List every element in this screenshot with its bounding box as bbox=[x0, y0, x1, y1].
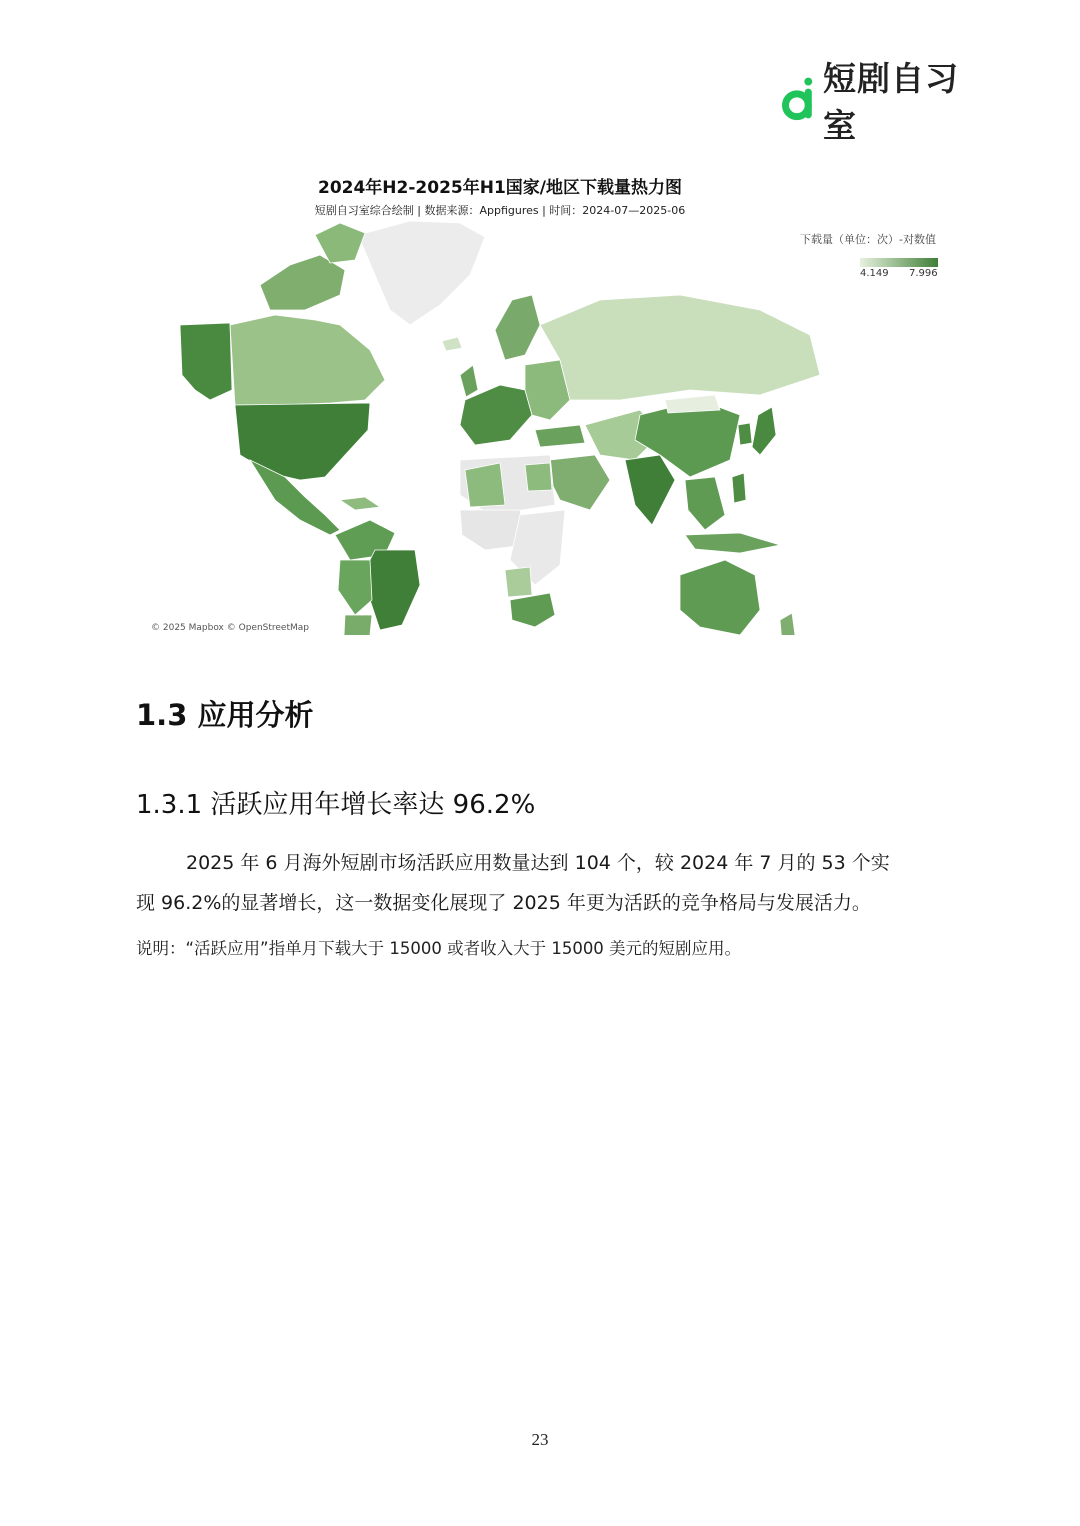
region-japan bbox=[752, 407, 776, 455]
region-new-zealand bbox=[780, 613, 795, 635]
region-scandinavia bbox=[495, 295, 540, 360]
region-mongolia bbox=[665, 395, 720, 413]
download-heatmap-figure bbox=[140, 165, 950, 645]
paragraph-line: 2025 年 6 月海外短剧市场活跃应用数量达到 104 个，较 2024 年 7 月的 53 个实 bbox=[186, 852, 890, 874]
region-alaska bbox=[180, 323, 232, 400]
body-paragraph bbox=[136, 843, 948, 923]
region-peru-bolivia bbox=[338, 560, 372, 615]
region-algeria bbox=[465, 463, 505, 507]
figure-subtitle: 短剧自习室综合绘制 | 数据来源：Appfigures | 时间：2024-07—2025-06 bbox=[314, 204, 686, 217]
definition-note: 说明：“活跃应用”指单月下载大于 15000 或者收入大于 15000 美元的短剧应用。 bbox=[136, 939, 742, 958]
region-uk bbox=[460, 365, 478, 397]
brand-header bbox=[782, 59, 972, 145]
region-saudi-arabia bbox=[550, 455, 610, 510]
subsection-heading: 1.3.1 活跃应用年增长率达 96.2% bbox=[136, 790, 536, 820]
legend-min-label: 4.149 bbox=[860, 268, 889, 279]
region-turkey bbox=[535, 425, 585, 447]
figure-title: 2024年H2-2025年H1国家/地区下载量热力图 bbox=[317, 178, 682, 198]
region-brazil bbox=[365, 550, 420, 630]
region-canada bbox=[230, 315, 385, 405]
region-philippines bbox=[732, 473, 746, 503]
region-caribbean bbox=[340, 497, 380, 510]
legend-title: 下载量（单位：次）-对数值 bbox=[800, 233, 936, 246]
region-canada-arctic bbox=[260, 255, 345, 310]
region-southern-africa bbox=[510, 593, 555, 627]
region-iceland bbox=[442, 337, 462, 351]
region-australia bbox=[680, 560, 760, 635]
legend-max-label: 7.996 bbox=[909, 268, 938, 279]
region-angola bbox=[505, 567, 532, 597]
paragraph-line: 现 96.2%的显著增长，这一数据变化展现了 2025 年更为活跃的竞争格局与发展活力。 bbox=[136, 892, 871, 914]
region-greenland bbox=[358, 221, 485, 325]
section-heading: 1.3 应用分析 bbox=[136, 698, 314, 732]
world-heatmap bbox=[140, 215, 950, 635]
region-southeast-asia bbox=[685, 477, 725, 530]
region-korea bbox=[738, 423, 752, 445]
region-egypt bbox=[525, 463, 552, 491]
page-number: 23 bbox=[531, 1430, 549, 1449]
region-india bbox=[625, 455, 675, 525]
region-russia bbox=[540, 295, 820, 400]
brand-logo-icon bbox=[782, 73, 817, 127]
region-argentina-chile bbox=[342, 615, 372, 635]
map-attribution: © 2025 Mapbox © OpenStreetMap bbox=[151, 623, 309, 633]
brand-name: 短剧自习室 bbox=[823, 59, 960, 145]
legend-color-scale bbox=[860, 258, 938, 267]
region-indonesia bbox=[685, 533, 780, 553]
